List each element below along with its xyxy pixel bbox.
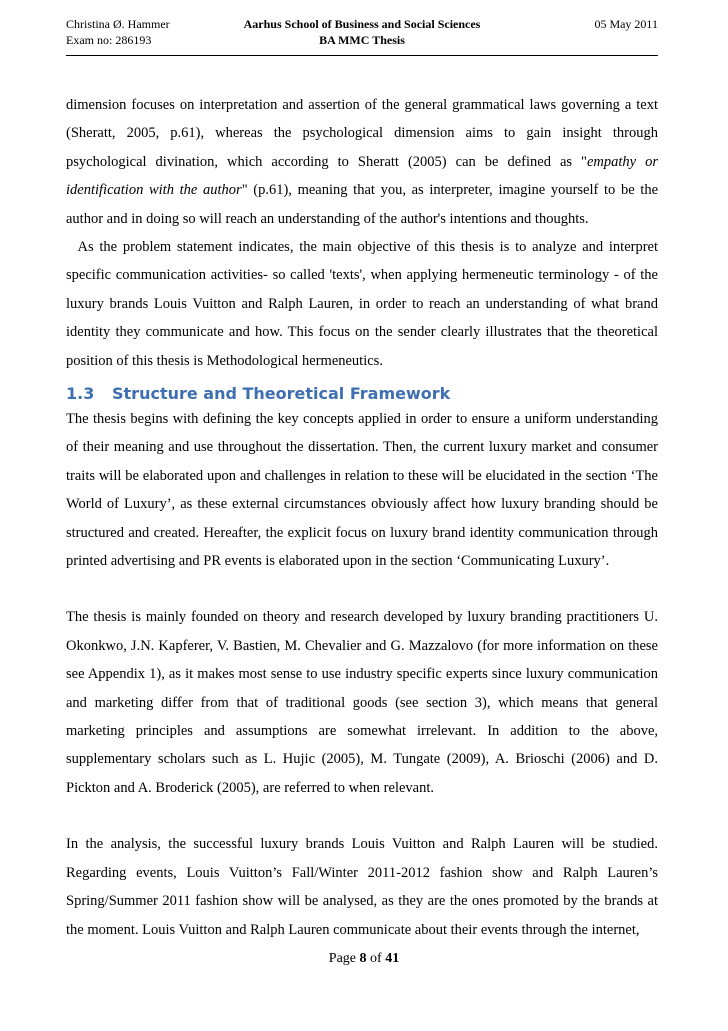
header-school: Aarhus School of Business and Social Sciences <box>243 17 481 31</box>
section-paragraph-1: The thesis begins with defining the key concepts applied in order to ensure a uniform understanding of their meaning and use throughout the dissertation. Then, the current luxury market and consumer traits will be elaborated upon and challenges in relation to these will be elucidated in the section ‘The World of Luxury’, as these external circumstances obviously affect how luxury branding should be structured and created. Hereafter, the explicit focus on luxury brand identity communication through printed advertising and PR events is elaborated upon in the section ‘Communicating Luxury’. <box>66 411 658 570</box>
page-header <box>66 16 658 56</box>
footer-page-word: Page <box>328 951 357 966</box>
footer-of-word: of <box>370 951 382 966</box>
footer-page-total: 41 <box>385 951 400 966</box>
section-number: 1.3 <box>66 384 95 403</box>
intro-paragraph-1 <box>66 91 658 233</box>
section-paragraph-3: In the analysis, the successful luxury brands Louis Vuitton and Ralph Lauren will be studied. Regarding events, Louis Vuitton’s Fall/Winter 2011-2012 fashion show and Ralph Lauren’s Spring/Summer 2011 fashion show will be analysed, as they are the ones promoted by the brands at the moment. Louis Vuitton and Ralph Lauren communicate about their events through the internet, <box>66 836 658 938</box>
header-date: 05 May 2011 <box>594 17 658 31</box>
header-exam-number: Exam no: 286193 <box>66 33 152 47</box>
section-title: Structure and Theoretical Framework <box>112 384 451 403</box>
intro-p1-text-c: " (p.61), meaning that you, as interpreter, imagine yourself to be the author and in doing so will reach an understanding of the author's intentions and thoughts. <box>66 182 659 227</box>
intro-p1-text-a: dimension focuses on interpretation and assertion of the general grammatical laws governing a text (Sheratt, 2005, p.61), whereas the psychological dimension aims to gain insight through psychological divination, which according to Sheratt (2005) can be defined as " <box>66 97 658 170</box>
header-author: Christina Ø. Hammer <box>66 17 170 31</box>
intro-p1-quote: empathy or identification with the author <box>66 153 658 199</box>
intro-p2-text: As the problem statement indicates, the main objective of this thesis is to analyze and interpret specific communication activities- so called 'texts', when applying hermeneutic terminology - of the luxury brands Louis Vuitton and Ralph Lauren, in order to reach an understanding of what brand identity they communicate and how. This focus on the sender clearly illustrates that the theoretical position of this thesis is Methodological hermeneutics. <box>66 239 659 369</box>
section-paragraph-2: The thesis is mainly founded on theory and research developed by luxury branding practitioners U. Okonkwo, J.N. Kapferer, V. Bastien, M. Chevalier and G. Mazzalovo (for more information on these see Appendix 1), as it makes most sense to use industry specific experts since luxury communication and marketing differ from that of traditional goods (see section 3), which means that general marketing principles and assumptions are somewhat irrelevant. In addition to the above, supplementary scholars such as L. Hujic (2005), M. Tungate (2009), A. Brioschi (2006) and D. Pickton and A. Broderick (2005), are referred to when relevant. <box>66 609 658 796</box>
header-thesis: BA MMC Thesis <box>319 33 405 47</box>
section-heading <box>66 383 658 405</box>
header-divider <box>66 55 658 56</box>
page-footer <box>0 951 728 967</box>
section-body <box>66 405 658 944</box>
intro-paragraph-2 <box>66 233 658 375</box>
footer-page-number: 8 <box>359 951 367 966</box>
paragraph-gap <box>66 575 658 603</box>
intro-text <box>66 91 658 375</box>
paragraph-gap <box>66 802 658 830</box>
